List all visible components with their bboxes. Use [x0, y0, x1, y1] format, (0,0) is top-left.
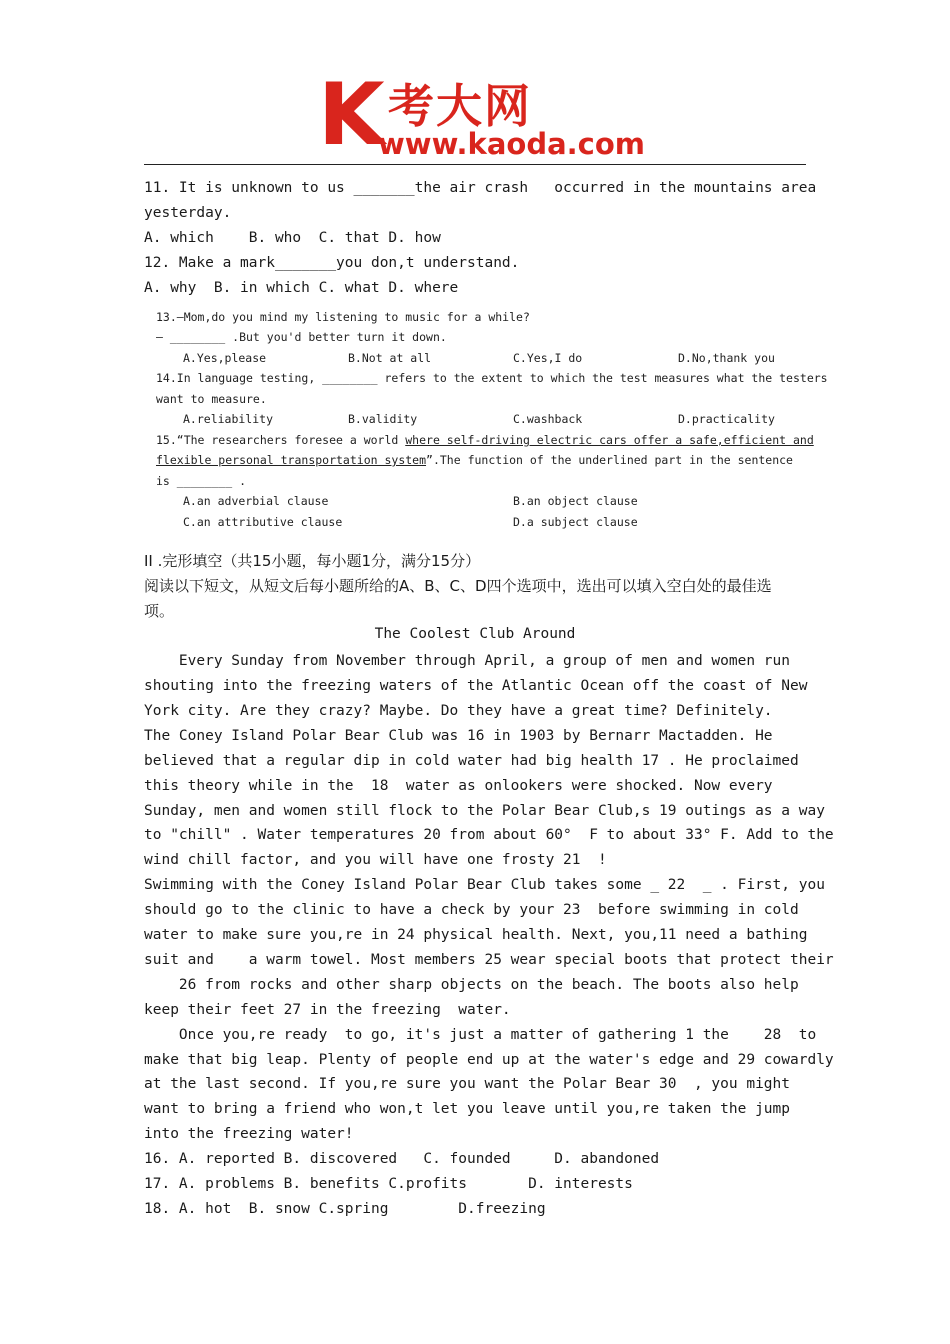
q11-stem: 11. It is unknown to us _______the air crash occurred in the mountains area [144, 180, 817, 196]
q13-option-c: C.Yes,I do [513, 351, 583, 365]
answer-options-16: 16. A. reported B. discovered C. founded D. abandoned [144, 1151, 660, 1167]
passage-line: this theory while in the 18 water as onlookers were shocked. Now every [144, 778, 773, 794]
q15-underlined-part: where self-driving electric cars offer a safe,efficient and [405, 433, 814, 447]
passage-line: Once you,re ready to go, it's just a matter of gathering 1 the 28 to [144, 1027, 817, 1043]
q13-stem: 13.—Mom,do you mind my listening to music for a while? [156, 310, 530, 324]
q15-blank-line: is ________ . [156, 474, 247, 488]
q15-stem-prefix: 15.“The researchers foresee a world [156, 433, 406, 447]
q12-options: A. why B. in which C. what D. where [144, 280, 459, 296]
passage-line: want to bring a friend who won,t let you leave until you,re taken the jump [144, 1101, 791, 1117]
q11-options: A. which B. who C. that D. how [144, 230, 441, 246]
q14-option-d: D.practicality [678, 412, 775, 426]
passage-line: shouting into the freezing waters of the Atlantic Ocean off the coast of New [144, 678, 808, 694]
q15-stem-suffix: ”.The function of the underlined part in the sentence [426, 453, 793, 467]
answer-options-18: 18. A. hot B. snow C.spring D.freezing [144, 1201, 546, 1217]
q15-underlined-part-cont: flexible personal transportation system [156, 453, 427, 467]
passage-line: suit and a warm towel. Most members 25 wear special boots that protect their [144, 952, 834, 968]
passage-line: into the freezing water! [144, 1126, 354, 1142]
q14-option-c: C.washback [513, 412, 583, 426]
q15-option-c: C.an attributive clause [183, 515, 343, 529]
section-heading: II .完形填空（共15小题，每小题1分，满分15分） [144, 552, 481, 570]
passage-line: wind chill factor, and you will have one frosty 21 ! [144, 852, 607, 868]
q12-stem: 12. Make a mark_______you don,t understand. [144, 255, 520, 271]
section-instruction-cont: 项。 [144, 602, 175, 620]
q15-option-d: D.a subject clause [513, 515, 638, 529]
passage-line: Swimming with the Coney Island Polar Bear Club takes some _ 22 _ . First, you [144, 877, 825, 893]
q14-stem: 14.In language testing, ________ refers to the extent to which the test measures what the testers [156, 371, 828, 385]
passage-line: water to make sure you,re in 24 physical health. Next, you,11 need a bathing [144, 927, 808, 943]
passage-line: believed that a regular dip in cold water had big health 17 . He proclaimed [144, 753, 799, 769]
passage-line: should go to the clinic to have a check by your 23 before swimming in cold [144, 902, 799, 918]
passage-line: York city. Are they crazy? Maybe. Do they have a great time? Definitely. [144, 703, 773, 719]
logo-k-letter: K [318, 72, 385, 162]
q15-option-b: B.an object clause [513, 494, 638, 508]
header-divider [144, 164, 806, 165]
passage-line: Sunday, men and women still flock to the Polar Bear Club,s 19 outings as a way [144, 803, 825, 819]
passage-line: at the last second. If you,re sure you want the Polar Bear 30 , you might [144, 1076, 791, 1092]
kaoda-logo [318, 72, 648, 162]
answer-options-17: 17. A. problems B. benefits C.profits D. interests [144, 1176, 633, 1192]
passage-title: The Coolest Club Around [374, 626, 576, 642]
q14-stem-cont: want to measure. [156, 392, 267, 406]
passage-line: The Coney Island Polar Bear Club was 16 in 1903 by Bernarr Mactadden. He [144, 728, 773, 744]
q13-option-a: A.Yes,please [183, 351, 267, 365]
passage-line: keep their feet 27 in the freezing water. [144, 1002, 511, 1018]
q14-option-b: B.validity [348, 412, 418, 426]
q15-stem-cont [156, 452, 793, 468]
passage-line: make that big leap. Plenty of people end up at the water's edge and 29 cowardly [144, 1052, 834, 1068]
logo-chinese-name: 考大网 [388, 79, 532, 133]
passage-line: to "chill" . Water temperatures 20 from about 60° F to about 33° F. Add to the [144, 827, 834, 843]
q13-option-b: B.Not at all [348, 351, 432, 365]
q11-stem-cont: yesterday. [144, 205, 232, 221]
logo-url: www.kaoda.com [378, 127, 645, 161]
q13-option-d: D.No,thank you [678, 351, 775, 365]
section-instruction: 阅读以下短文，从短文后每小题所给的A、B、C、D四个选项中，选出可以填入空白处的最佳选 [144, 577, 772, 595]
q15-stem [156, 432, 814, 448]
q15-option-a: A.an adverbial clause [183, 494, 329, 508]
passage-line: Every Sunday from November through April, a group of men and women run [144, 653, 791, 669]
q13-response: — ________ .But you'd better turn it down. [156, 330, 447, 344]
q14-option-a: A.reliability [183, 412, 274, 426]
passage-line: 26 from rocks and other sharp objects on the beach. The boots also help [144, 977, 799, 993]
